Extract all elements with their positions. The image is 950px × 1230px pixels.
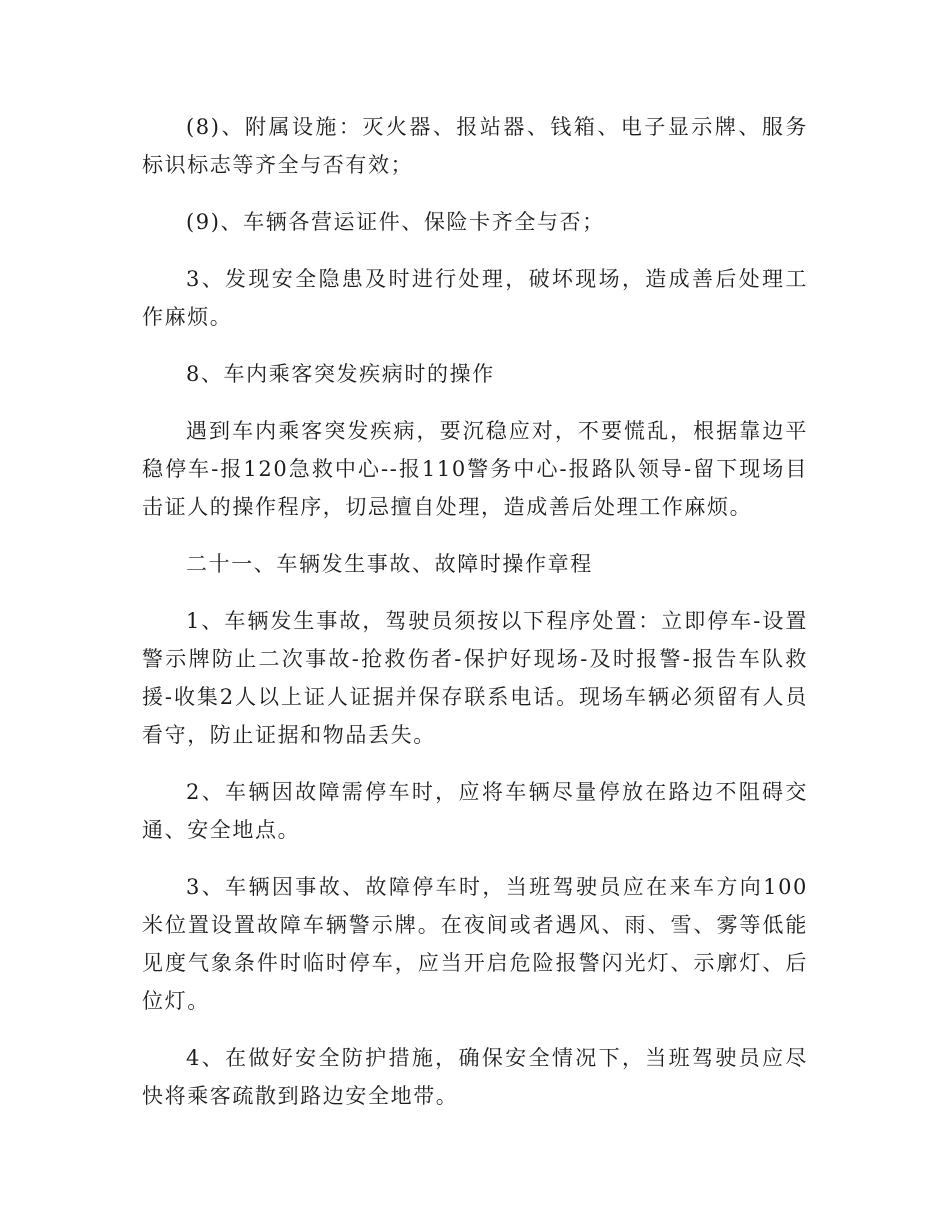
paragraph-item-9: (9)、车辆各营运证件、保险卡齐全与否； [186,210,605,234]
document-body [142,108,808,1134]
paragraph-accident-step-3: 3、车辆因事故、故障停车时，当班驾驶员应在来车方向100米位置设置故障车辆警示牌。在夜间或者遇风、雨、雪、雾等低能见度气象条件时临时停车，应当开启危险报警闪光灯、示廓灯、后位灯。 [142,875,808,1013]
paragraph-accident-step-2: 2、车辆因故障需停车时，应将车辆尽量停放在路边不阻碍交通、安全地点。 [142,780,808,842]
section-heading-accident-procedure: 二十一、车辆发生事故、故障时操作章程 [186,552,593,576]
paragraph-item-8: (8)、附属设施：灭火器、报站器、钱箱、电子显示牌、服务标识标志等齐全与否有效； [142,115,808,177]
paragraph-accident-step-1: 1、车辆发生事故，驾驶员须按以下程序处置：立即停车-设置警示牌防止二次事故-抢救伤者-保护好现场-及时报警-报告车队救援-收集2人以上证人证据并保存联系电话。现场车辆必须留有人员看守，防止证据和物品丢失。 [142,609,808,747]
paragraph-hazard-handling: 3、发现安全隐患及时进行处理，破坏现场，造成善后处理工作麻烦。 [142,267,808,329]
section-heading-passenger-illness: 8、车内乘客突发疾病时的操作 [186,362,495,386]
paragraph-accident-step-4: 4、在做好安全防护措施，确保安全情况下，当班驾驶员应尽快将乘客疏散到路边安全地带。 [142,1046,808,1108]
paragraph-passenger-illness: 遇到车内乘客突发疾病，要沉稳应对，不要慌乱，根据靠边平稳停车-报120急救中心--报110警务中心-报路队领导-留下现场目击证人的操作程序，切忌擅自处理，造成善后处理工作麻烦。 [142,419,808,519]
